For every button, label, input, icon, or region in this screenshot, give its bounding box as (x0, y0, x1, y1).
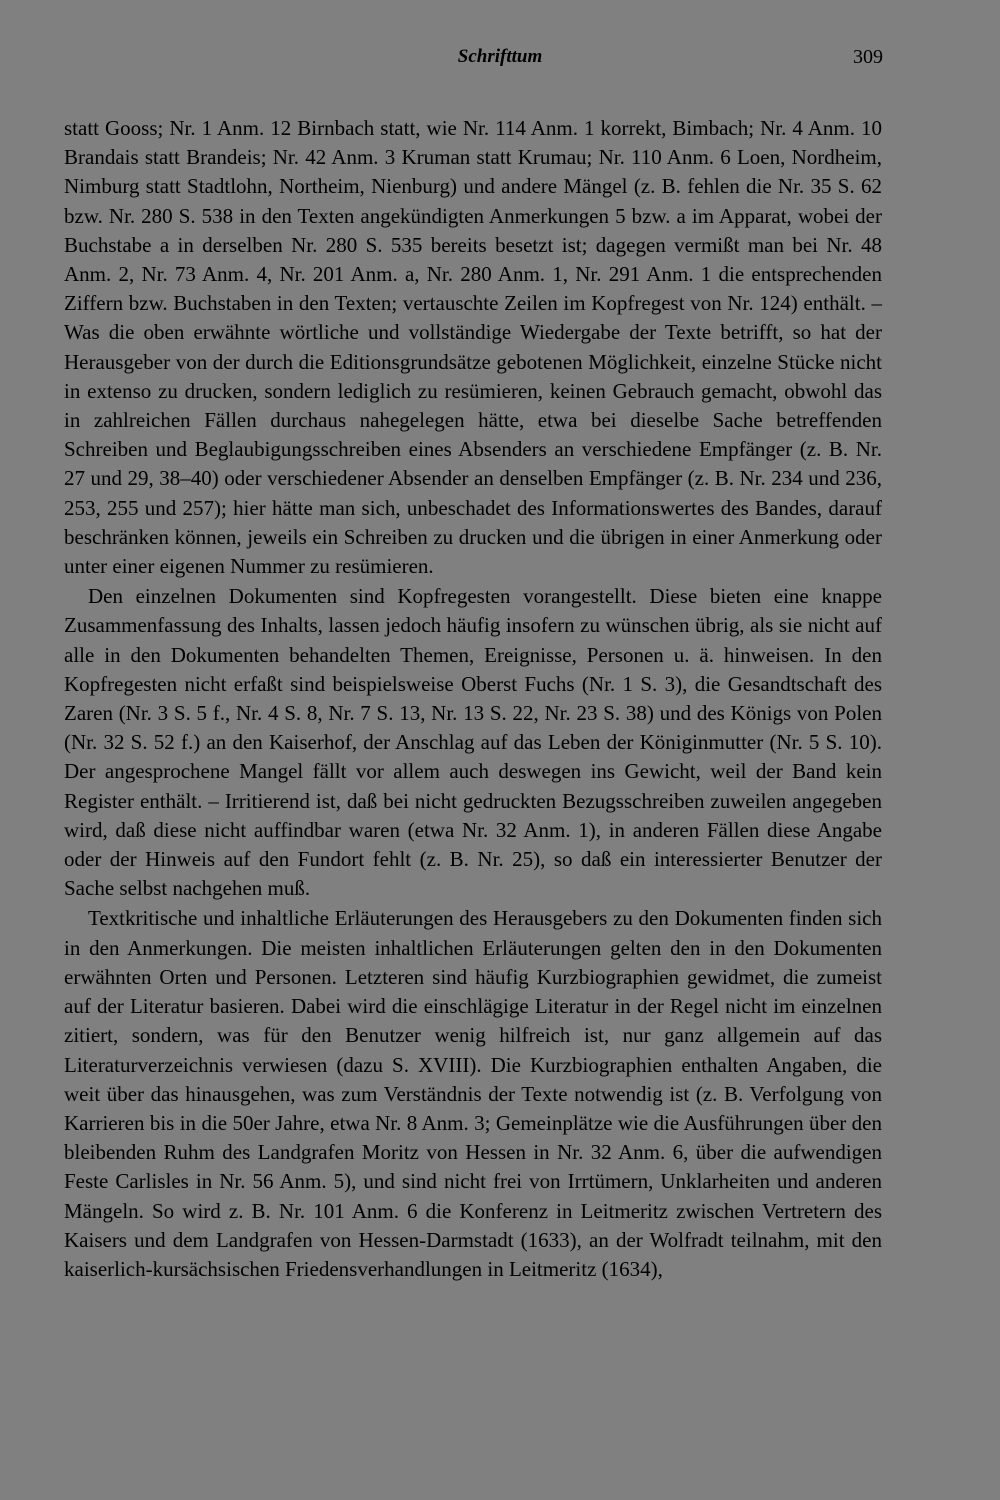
paragraph: Textkritische und inhaltliche Erläuterungen des Herausgebers zu den Dokumenten finden sich in den Anmerkungen. Die meisten inhaltlichen Erläuterungen gelten den in den Dokumenten erwähnten Orten und Personen. Letzteren sind häufig Kurzbiographien gewidmet, die zumeist auf der Literatur basieren. Dabei wird die einschlägige Literatur in der Regel nicht im einzelnen zitiert, sondern, was für den Benutzer wenig hilfreich ist, nur ganz allgemein auf das Literaturverzeichnis verwiesen (dazu S. XVIII). Die Kurzbiographien enthalten Angaben, die weit über das hinausgehen, was zum Verständnis der Texte notwendig ist (z. B. Verfolgung von Karrieren bis in die 50er Jahre, etwa Nr. 8 Anm. 3; Gemeinplätze wie die Ausführungen über den bleibenden Ruhm des Landgrafen Moritz von Hessen in Nr. 32 Anm. 6, über die aufwendigen Feste Carlisles in Nr. 56 Anm. 5), und sind nicht frei von Irrtümern, Unklarheiten und anderen Mängeln. So wird z. B. Nr. 101 Anm. 6 die Konferenz in Leitmeritz zwischen Vertretern des Kaisers und dem Landgrafen von Hessen-Darmstadt (1633), an der Wolfradt teilnahm, mit den kaiserlich-kursächsischen Friedensverhandlungen in Leitmeritz (1634), (64, 906, 882, 1281)
body-text (64, 114, 882, 1284)
running-title: Schrifttum (457, 46, 543, 67)
paragraph: Den einzelnen Dokumenten sind Kopfregesten vorangestellt. Diese bieten eine knappe Zusammenfassung des Inhalts, lassen jedoch häufig insofern zu wünschen übrig, als sie nicht auf alle in den Dokumenten behandelten Themen, Ereignisse, Personen u. ä. hinweisen. In den Kopfregesten nicht erfaßt sind beispielsweise Oberst Fuchs (Nr. 1 S. 3), die Gesandtschaft des Zaren (Nr. 3 S. 5 f., Nr. 4 S. 8, Nr. 7 S. 13, Nr. 13 S. 22, Nr. 23 S. 38) und des Königs von Polen (Nr. 32 S. 52 f.) an den Kaiserhof, der Anschlag auf das Leben der Königinmutter (Nr. 5 S. 10). Der angesprochene Mangel fällt vor allem auch deswegen ins Gewicht, weil der Band kein Register enthält. – Irritierend ist, daß bei nicht gedruckten Bezugsschreiben zuweilen angegeben wird, daß diese nicht auffindbar waren (etwa Nr. 32 Anm. 1), in anderen Fällen diese Angabe oder der Hinweis auf den Fundort fehlt (z. B. Nr. 25), so daß ein interessierter Benutzer der Sache selbst nachgehen muß. (64, 584, 882, 901)
page-header (0, 46, 1000, 76)
page-number: 309 (853, 46, 883, 68)
paragraph: statt Gooss; Nr. 1 Anm. 12 Birnbach statt, wie Nr. 114 Anm. 1 korrekt, Bimbach; Nr. 4 Anm. 10 Brandais statt Brandeis; Nr. 42 Anm. 3 Kruman statt Krumau; Nr. 110 Anm. 6 Loen, Nordheim, Nimburg statt Stadtlohn, Northeim, Nienburg) und andere Mängel (z. B. fehlen die Nr. 35 S. 62 bzw. Nr. 280 S. 538 in den Texten angekündigten Anmerkungen 5 bzw. a im Apparat, wobei der Buchstabe a in derselben Nr. 280 S. 535 bereits besetzt ist; dagegen vermißt man bei Nr. 48 Anm. 2, Nr. 73 Anm. 4, Nr. 201 Anm. a, Nr. 280 Anm. 1, Nr. 291 Anm. 1 die entsprechenden Ziffern bzw. Buchstaben in den Texten; vertauschte Zeilen im Kopfregest von Nr. 124) enthält. – Was die oben erwähnte wörtliche und vollständige Wiedergabe der Texte betrifft, so hat der Herausgeber von der durch die Editionsgrundsätze gebotenen Möglichkeit, einzelne Stücke nicht in extenso zu drucken, sondern lediglich zu resümieren, keinen Gebrauch gemacht, obwohl das in zahlreichen Fällen durchaus nahegelegen hätte, etwa bei dieselbe Sache betreffenden Schreiben und Beglaubigungsschreiben eines Absenders an verschiedene Empfänger (z. B. Nr. 27 und 29, 38–40) oder verschiedener Absender an denselben Empfänger (z. B. Nr. 234 und 236, 253, 255 und 257); hier hätte man sich, unbeschadet des Informationswertes des Bandes, darauf beschränken können, jeweils ein Schreiben zu drucken und die übrigen in einer Anmerkung oder unter einer eigenen Nummer zu resümieren. (64, 116, 882, 579)
